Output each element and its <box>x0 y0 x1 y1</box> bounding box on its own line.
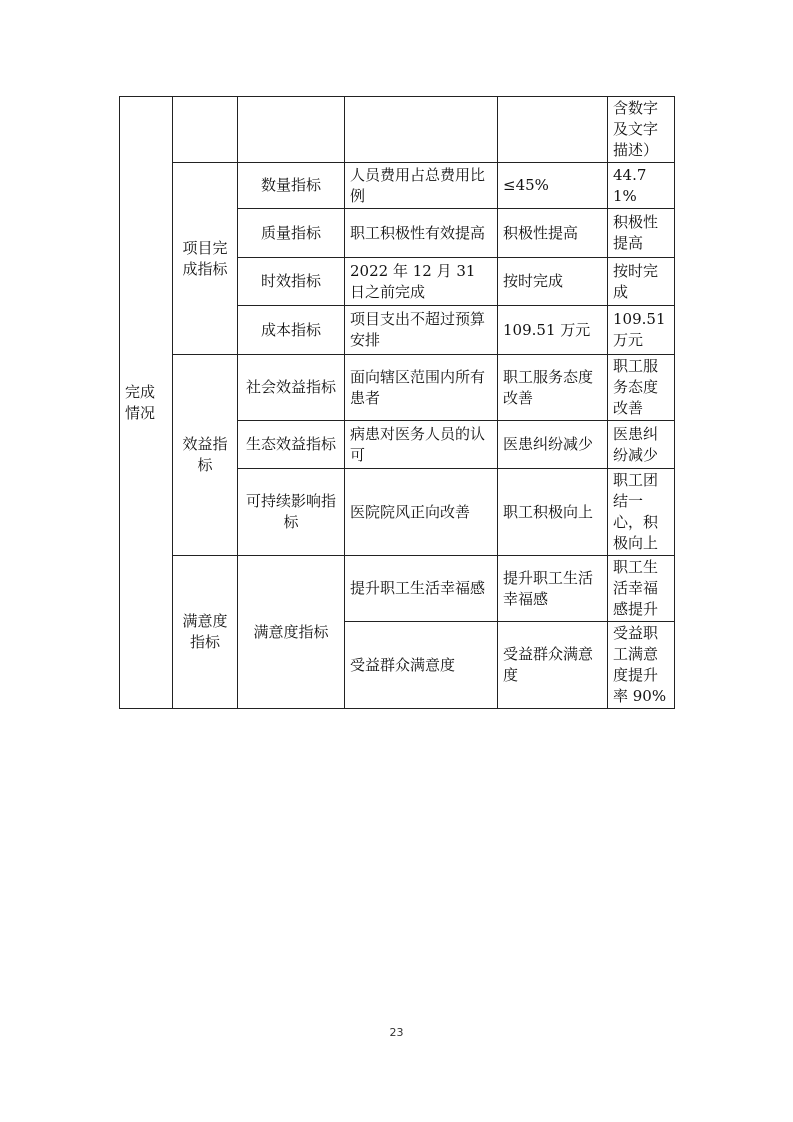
table-cell-empty <box>173 97 238 163</box>
page-number: 23 <box>389 1026 404 1039</box>
performance-table <box>119 96 675 709</box>
expected-cell: 提升职工生活幸福感 <box>498 556 608 622</box>
indicator-cell: 可持续影响指标 <box>238 469 345 556</box>
indicator-cell: 成本指标 <box>238 306 345 355</box>
target-cell: 职工积极性有效提高 <box>345 209 498 258</box>
target-cell: 项目支出不超过预算安排 <box>345 306 498 355</box>
actual-cell: 医患纠纷减少 <box>608 421 675 469</box>
expected-cell: 职工服务态度改善 <box>498 355 608 421</box>
target-cell: 病患对医务人员的认可 <box>345 421 498 469</box>
table-cell-empty <box>345 97 498 163</box>
group-label-cell: 项目完成指标 <box>173 163 238 355</box>
expected-cell: 按时完成 <box>498 258 608 306</box>
group-label-cell: 满意度指标 <box>173 556 238 709</box>
actual-cell: 按时完成 <box>608 258 675 306</box>
indicator-cell: 数量指标 <box>238 163 345 209</box>
actual-cell: 109.51 万元 <box>608 306 675 355</box>
expected-cell: 医患纠纷减少 <box>498 421 608 469</box>
target-cell: 人员费用占总费用比例 <box>345 163 498 209</box>
target-cell: 提升职工生活幸福感 <box>345 556 498 622</box>
table-row <box>120 355 675 421</box>
indicator-cell: 生态效益指标 <box>238 421 345 469</box>
target-cell: 受益群众满意度 <box>345 622 498 709</box>
table-cell-empty <box>238 97 345 163</box>
actual-cell: 44.71% <box>608 163 675 209</box>
expected-cell: ≤45% <box>498 163 608 209</box>
header-description-cell: 含数字及文字描述） <box>608 97 675 163</box>
actual-cell: 积极性提高 <box>608 209 675 258</box>
actual-cell: 受益职工满意度提升率 90% <box>608 622 675 709</box>
section-label-cell: 完成情况 <box>120 97 173 709</box>
table-row <box>120 97 675 163</box>
actual-cell: 职工团结一心，积极向上 <box>608 469 675 556</box>
indicator-cell: 社会效益指标 <box>238 355 345 421</box>
group-label-cell: 效益指标 <box>173 355 238 556</box>
target-cell: 面向辖区范围内所有患者 <box>345 355 498 421</box>
expected-cell: 积极性提高 <box>498 209 608 258</box>
table-row <box>120 163 675 209</box>
table-cell-empty <box>498 97 608 163</box>
table-row <box>120 556 675 622</box>
actual-cell: 职工生活幸福感提升 <box>608 556 675 622</box>
expected-cell: 109.51 万元 <box>498 306 608 355</box>
expected-cell: 职工积极向上 <box>498 469 608 556</box>
indicator-cell: 时效指标 <box>238 258 345 306</box>
target-cell: 医院院风正向改善 <box>345 469 498 556</box>
expected-cell: 受益群众满意度 <box>498 622 608 709</box>
indicator-cell: 质量指标 <box>238 209 345 258</box>
actual-cell: 职工服务态度改善 <box>608 355 675 421</box>
indicator-cell: 满意度指标 <box>238 556 345 709</box>
target-cell: 2022 年 12 月 31 日之前完成 <box>345 258 498 306</box>
